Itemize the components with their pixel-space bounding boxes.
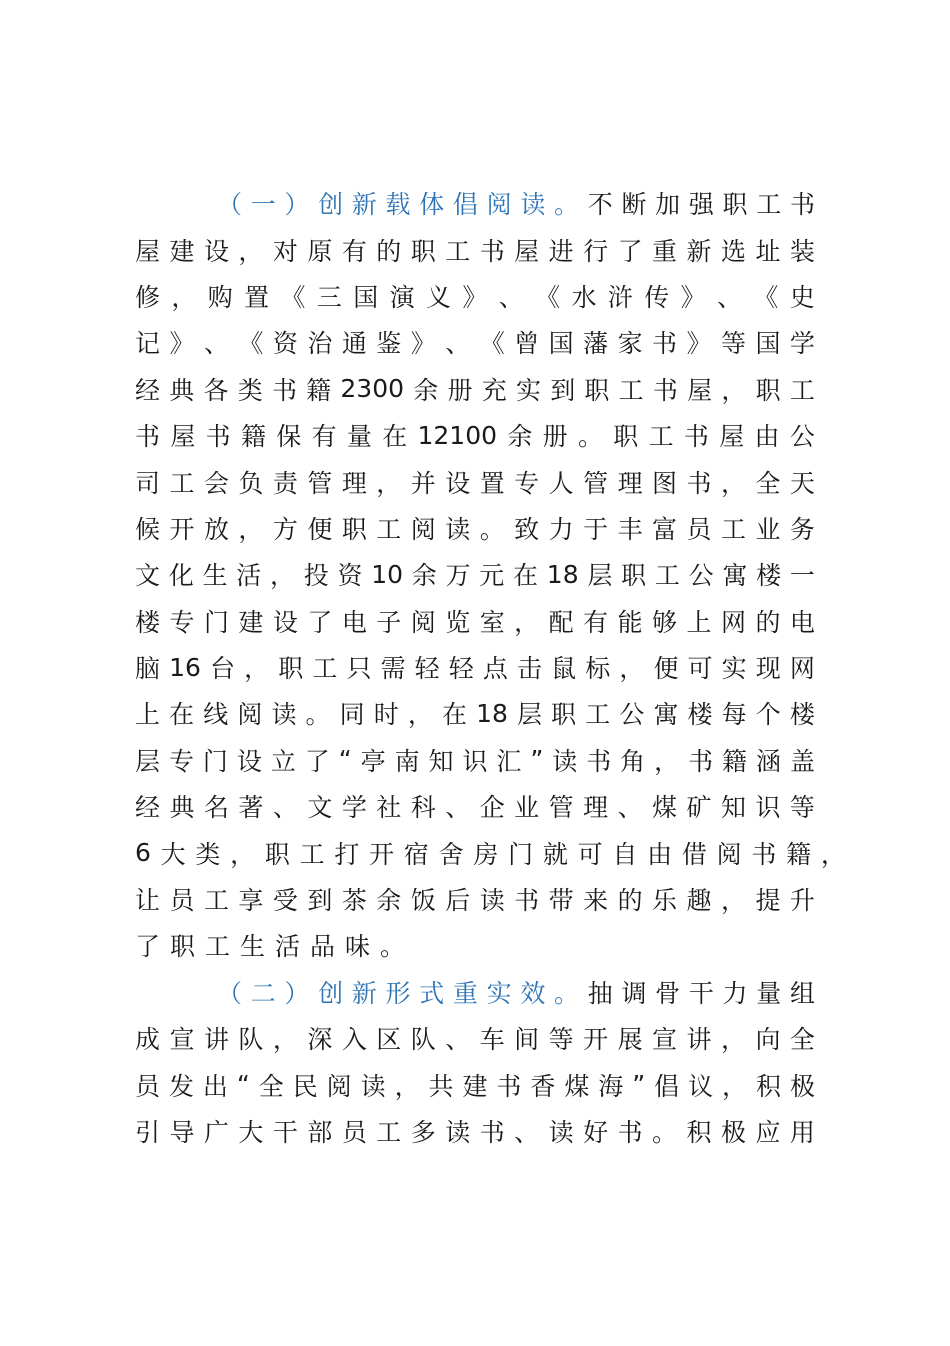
paragraph-1-line-3: 修 ， 购 置 《 三 国 演 义 》 、 《 水 浒 传 》 、 《 史: [135, 282, 815, 312]
paragraph-1-line-11: 脑 16 台 ， 职 工 只 需 轻 轻 点 击 鼠 标 ， 便 可 实 现 网: [135, 652, 815, 684]
paragraph-1-line-13: 层 专 门 设 立 了 “ 亭 南 知 识 汇 ” 读 书 角 ， 书 籍 涵 盖: [135, 745, 815, 776]
paragraph-2-line-3: 员 发 出 “ 全 民 阅 读 ， 共 建 书 香 煤 海 ” 倡 议 ， 积 极: [135, 1070, 815, 1101]
paragraph-1-line-7: 司 工 会 负 责 管 理 ， 并 设 置 专 人 管 理 图 书 ， 全 天: [135, 468, 815, 498]
paragraph-1-line-8: 候 开 放 ， 方 便 职 工 阅 读 。 致 力 于 丰 富 员 工 业 务: [135, 514, 815, 544]
paragraph-2-line-2: 成 宣 讲 队 ， 深 入 区 队 、 车 间 等 开 展 宣 讲 ， 向 全: [135, 1025, 815, 1055]
paragraph-1-line-14: 经 典 名 著 、 文 学 社 科 、 企 业 管 理 、 煤 矿 知 识 等: [135, 793, 815, 823]
paragraph-1-line-15: 6 大 类 ， 职 工 打 开 宿 舍 房 门 就 可 自 由 借 阅 书 籍 ，: [135, 838, 846, 869]
paragraph-1-line-12: 上 在 线 阅 读 。 同 时 ， 在 18 层 职 工 公 寓 楼 每 个 楼: [135, 698, 815, 730]
paragraph-1-line-2: 屋 建 设 ， 对 原 有 的 职 工 书 屋 进 行 了 重 新 选 址 装: [135, 236, 815, 266]
paragraph-1-line-17: 了职工生活品味。: [135, 932, 416, 962]
paragraph-2-line-1: （ 二 ） 创 新 形 式 重 实 效 。 抽 调 骨 干 力 量 组: [217, 978, 815, 1008]
document-body: [135, 180, 846, 1154]
paragraph-1-line-6: 书 屋 书 籍 保 有 量 在 12100 余 册 。 职 工 书 屋 由 公: [135, 420, 815, 452]
paragraph-1-line-10: 楼 专 门 建 设 了 电 子 阅 览 室 ， 配 有 能 够 上 网 的 电: [135, 607, 815, 637]
paragraph-1-line-9: 文 化 生 活 ， 投 资 10 余 万 元 在 18 层 职 工 公 寓 楼 一: [135, 559, 815, 591]
paragraph-1-line-4: 记 》 、 《 资 治 通 鉴 》 、 《 曾 国 藩 家 书 》 等 国 学: [135, 329, 815, 359]
paragraph-1-line-16: 让 员 工 享 受 到 茶 余 饭 后 读 书 带 来 的 乐 趣 ， 提 升: [135, 886, 815, 916]
paragraph-1-line-1: （ 一 ） 创 新 载 体 倡 阅 读 。 不 断 加 强 职 工 书: [217, 190, 815, 220]
paragraph-2-line-4: 引 导 广 大 干 部 员 工 多 读 书 、 读 好 书 。 积 极 应 用: [135, 1118, 815, 1147]
paragraph-1-line-5: 经 典 各 类 书 籍 2300 余 册 充 实 到 职 工 书 屋 ， 职 工: [135, 374, 815, 405]
